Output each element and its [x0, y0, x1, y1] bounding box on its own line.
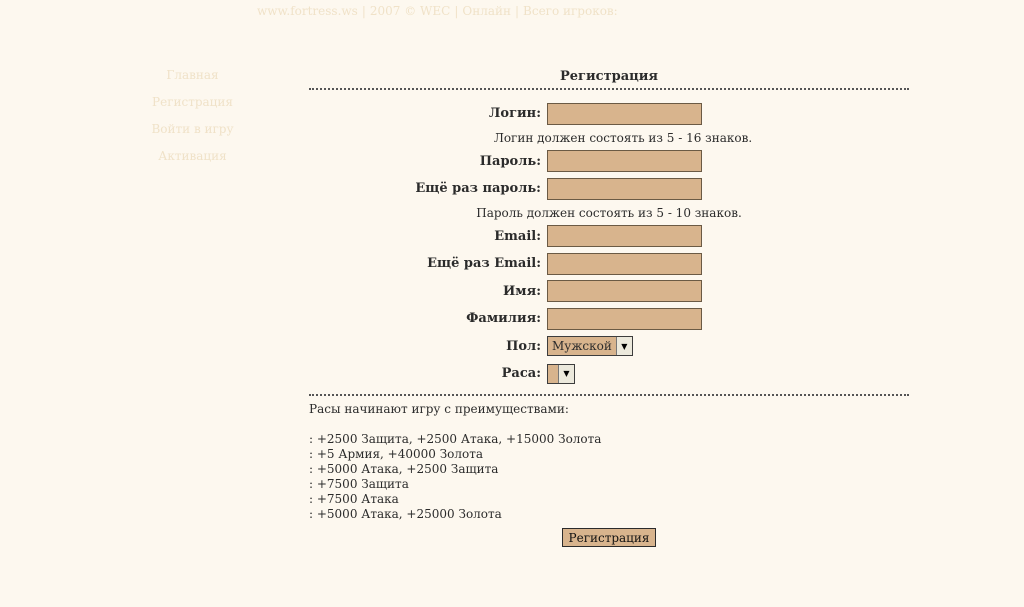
- bonus-line: : +5 Армия, +40000 Золота: [309, 446, 484, 461]
- password-confirm-label: Ещё раз пароль:: [415, 181, 541, 197]
- login-row: [309, 100, 909, 128]
- login-hint: Логин должен состоять из 5 - 16 знаков.: [493, 130, 753, 145]
- top-divider: [309, 88, 909, 90]
- email-input[interactable]: [547, 225, 702, 247]
- gender-select[interactable]: [547, 336, 633, 356]
- name-input[interactable]: [547, 280, 702, 302]
- registration-panel: [309, 66, 909, 547]
- password-row: [309, 148, 909, 176]
- nav-link-activation[interactable]: Активация: [158, 149, 227, 163]
- email-label: Email:: [494, 228, 541, 244]
- race-select[interactable]: [547, 364, 575, 384]
- password-confirm-input[interactable]: [547, 178, 702, 200]
- side-navigation: [150, 66, 235, 174]
- chevron-down-icon[interactable]: ▼: [558, 365, 574, 383]
- bonuses-intro: Расы начинают игру с преимуществами:: [309, 401, 569, 416]
- email-row: [309, 223, 909, 251]
- submit-area: [309, 527, 909, 548]
- email-confirm-input[interactable]: [547, 253, 702, 275]
- bottom-divider: [309, 394, 909, 396]
- bonus-line: : +5000 Атака, +2500 Защита: [309, 461, 499, 476]
- password-label: Пароль:: [479, 153, 541, 169]
- online-link[interactable]: Онлайн: [462, 4, 511, 18]
- surname-label: Фамилия:: [466, 311, 541, 327]
- nav-link-login[interactable]: Войти в игру: [151, 122, 234, 136]
- surname-row: [309, 305, 909, 333]
- gender-row: [309, 333, 909, 361]
- bonus-line: : +2500 Защита, +2500 Атака, +15000 Золота: [309, 431, 602, 446]
- separator: |: [361, 4, 366, 18]
- players-count: Всего игроков:: [523, 4, 618, 18]
- copyright: 2007 © WEC: [369, 4, 451, 18]
- password-input[interactable]: [547, 150, 702, 172]
- separator: |: [454, 4, 459, 18]
- bonus-line: : +5000 Атака, +25000 Золота: [309, 506, 502, 521]
- email-confirm-label: Ещё раз Email:: [427, 256, 541, 272]
- chevron-down-icon[interactable]: ▼: [616, 337, 632, 355]
- bonus-line: : +7500 Атака: [309, 491, 399, 506]
- surname-input[interactable]: [547, 308, 702, 330]
- site-link[interactable]: www.fortress.ws: [257, 4, 358, 18]
- email-confirm-row: [309, 250, 909, 278]
- race-bonuses: [309, 402, 909, 522]
- name-label: Имя:: [503, 283, 541, 299]
- nav-link-register[interactable]: Регистрация: [152, 95, 233, 109]
- register-button[interactable]: Регистрация: [562, 528, 657, 547]
- password-confirm-row: [309, 175, 909, 203]
- page-title: Регистрация: [560, 69, 658, 84]
- gender-label: Пол:: [506, 338, 541, 354]
- race-label: Раса:: [501, 366, 541, 382]
- separator: |: [514, 4, 520, 18]
- race-row: [309, 360, 909, 388]
- gender-value: Мужской: [552, 339, 612, 354]
- top-bar: [257, 4, 618, 18]
- registration-form: [309, 100, 909, 388]
- bonus-line: : +7500 Защита: [309, 476, 409, 491]
- name-row: [309, 278, 909, 306]
- login-input[interactable]: [547, 103, 702, 125]
- nav-link-home[interactable]: Главная: [166, 68, 219, 82]
- password-hint: Пароль должен состоять из 5 - 10 знаков.: [476, 205, 742, 220]
- login-label: Логин:: [488, 106, 541, 122]
